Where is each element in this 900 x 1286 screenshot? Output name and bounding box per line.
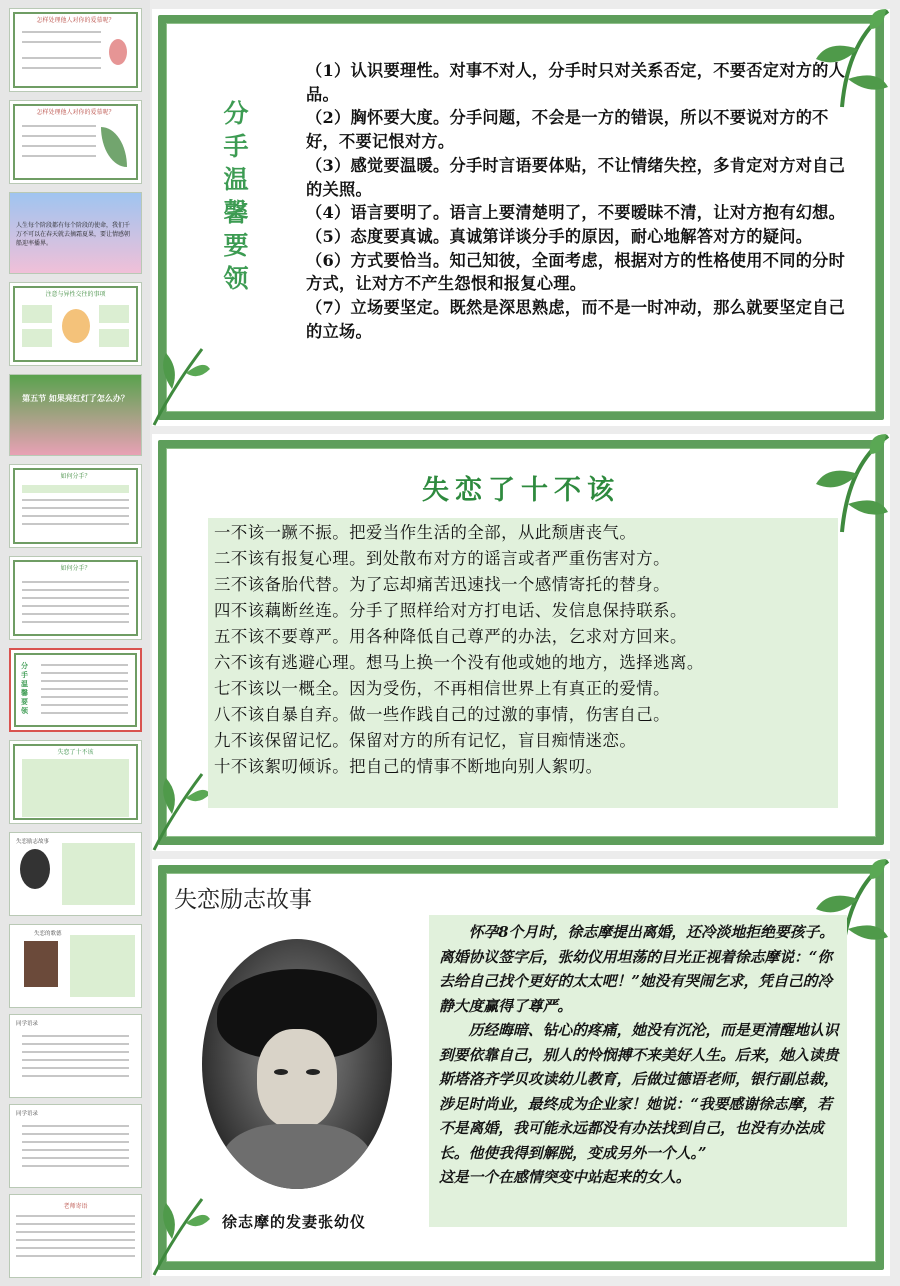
slide-thumbnail-13[interactable] <box>9 1104 142 1188</box>
thumb-title: 失恋的歌德 <box>34 931 62 937</box>
portrait-photo <box>202 939 392 1189</box>
slide-thumbnail-2[interactable] <box>9 100 142 184</box>
thumb-title: 如何分手？ <box>60 473 91 480</box>
list-item: （3）感觉要温暖。分手时言语要体贴，不让情绪失控，多肯定对方对自己的关照。 <box>306 155 846 199</box>
title-text: 分手温馨要领 <box>223 99 249 293</box>
thumb-title: 分手温馨要领 <box>21 662 28 715</box>
story-paragraph: 这是一个在感情突变中站起来的女人。 <box>439 1169 691 1186</box>
slide-thumbnail-4[interactable] <box>9 282 142 366</box>
slide-thumbnail-12[interactable] <box>9 1014 142 1098</box>
slide-title: 失恋了十不该 <box>422 475 620 506</box>
list-item: 十不该絮叨倾诉。把自己的情事不断地向别人絮叨。 <box>214 757 603 776</box>
slide-thumbnail-8[interactable] <box>9 648 142 732</box>
list-item: 六不该有逃避心理。想马上换一个没有他或她的地方，选择逃离。 <box>214 653 704 672</box>
story-text <box>439 921 844 1191</box>
slide-thumbnail-6[interactable] <box>9 464 142 548</box>
slide-thumbnail-5[interactable] <box>9 374 142 456</box>
list-item: （5）态度要真诚。真诚第详谈分手的原因，耐心地解答对方的疑问。 <box>306 226 813 246</box>
slide-thumbnail-11[interactable] <box>9 924 142 1008</box>
thumb-title: 注意与异性交往的事项 <box>45 291 106 298</box>
slide-title: 失恋励志故事 <box>174 887 312 913</box>
list-item: （2）胸怀要大度。分手问题，不会是一方的错误，所以不要说对方的不好，不要记恨对方。 <box>306 108 829 152</box>
thumb-title: 失恋励志故事 <box>16 839 50 845</box>
slide-thumbnail-10[interactable] <box>9 832 142 916</box>
thumb-title: 如何分手？ <box>60 565 91 572</box>
list-item: 二不该有报复心理。到处散布对方的谣言或者严重伤害对方。 <box>214 549 671 568</box>
slide-thumbnail-3[interactable] <box>9 192 142 274</box>
bottom-leaf-icon <box>152 1179 212 1276</box>
slide-thumbnail-1[interactable] <box>9 8 142 92</box>
list-item: 七不该以一概全。因为受伤，不再相信世界上有真正的爱情。 <box>214 679 671 698</box>
slide-inspirational-story <box>152 859 890 1276</box>
story-paragraph: 怀孕8个月时，徐志摩提出离婚，还冷淡地拒绝要孩子。离婚协议签字后，张幼仪用坦荡的目光正视着徐志摩说：“你去给自己找个更好的太太吧！”她没有哭闹乞求，凭自己的冷静大度赢得了尊严。 <box>439 924 835 1015</box>
thumb-title: 同学语录 <box>16 1111 39 1117</box>
list-item: （6）方式要恰当。知己知彼，全面考虑，根据对方的性格使用不同的分时方式，让对方不产生怨恨和报复心理。 <box>306 250 846 294</box>
list-item: 四不该藕断丝连。分手了照样给对方打电话、发信息保持联系。 <box>214 601 687 620</box>
slide-thumbnail-14[interactable] <box>9 1194 142 1278</box>
list-item: 三不该备胎代替。为了忘却痛苦迅速找一个感情寄托的替身。 <box>214 575 671 594</box>
photo-caption: 徐志摩的发妻张幼仪 <box>222 1213 367 1231</box>
story-paragraph: 历经晦暗、钻心的疼痛，她没有沉沦，而是更清醒地认识到要依靠自己，别人的怜悯搏不来美好人生。后来，她入读贵斯塔洛齐学贝攻读幼儿教育，后做过德语老师，银行副总裁，涉足时尚业，最终成为企业家！她说：“我要感谢徐志摩，若不是离婚，我可能永远都没有办法找到自己，也没有办法成长。他使我得到解脱，变成另外一个人。” <box>439 1022 839 1162</box>
list-item: 一不该一蹶不振。把爱当作生活的全部，从此颓唐丧气。 <box>214 523 637 542</box>
list-item: （1）认识要理性。对事不对人，分手时只对关系否定，不要否定对方的人品。 <box>306 61 846 104</box>
guideline-list <box>306 59 856 343</box>
list-item: （4）语言要明了。语言上要清楚明了，不要暧昧不清，让对方抱有幻想。 <box>306 203 846 223</box>
thumb-title: 人生每个阶段都有每个阶段的使命，我们千万不可以在春天就去摘霜夏果，要让情感朝船迎率播界。 <box>16 222 131 247</box>
list-item: 八不该自暴自弃。做一些作践自己的过激的事情，伤害自己。 <box>214 705 671 724</box>
thumb-title: 第五节 如果亮红灯了怎么办？ <box>22 394 129 403</box>
slide-ten-donts <box>152 434 890 851</box>
thumb-title: 怎样处理他人对你的爱慕呢？ <box>36 17 115 24</box>
slide-thumbnail-9[interactable] <box>9 740 142 824</box>
thumb-title: 失恋了十不该 <box>57 749 94 756</box>
list-item: 五不该不要尊严。用各种降低自己尊严的办法，乞求对方回来。 <box>214 627 687 646</box>
list-item: 九不该保留记忆。保留对方的所有记忆，盲目痴情迷恋。 <box>214 731 637 750</box>
slide-thumbnail-panel <box>0 0 150 1286</box>
list-item: （7）立场要坚定。既然是深思熟虑，而不是一时冲动，那么就要坚定自己的立场。 <box>306 298 846 341</box>
slide-title <box>222 97 250 295</box>
thumb-title: 同学语录 <box>16 1021 39 1027</box>
donts-list <box>214 520 854 780</box>
thumb-title: 怎样处理他人对你的爱慕呢？ <box>36 109 115 116</box>
thumb-title: 老师寄语 <box>63 1203 88 1210</box>
bottom-leaf-icon <box>152 754 212 851</box>
bottom-leaf-icon <box>152 329 212 426</box>
slide-thumbnail-7[interactable] <box>9 556 142 640</box>
slide-breakup-guidelines <box>152 9 890 426</box>
